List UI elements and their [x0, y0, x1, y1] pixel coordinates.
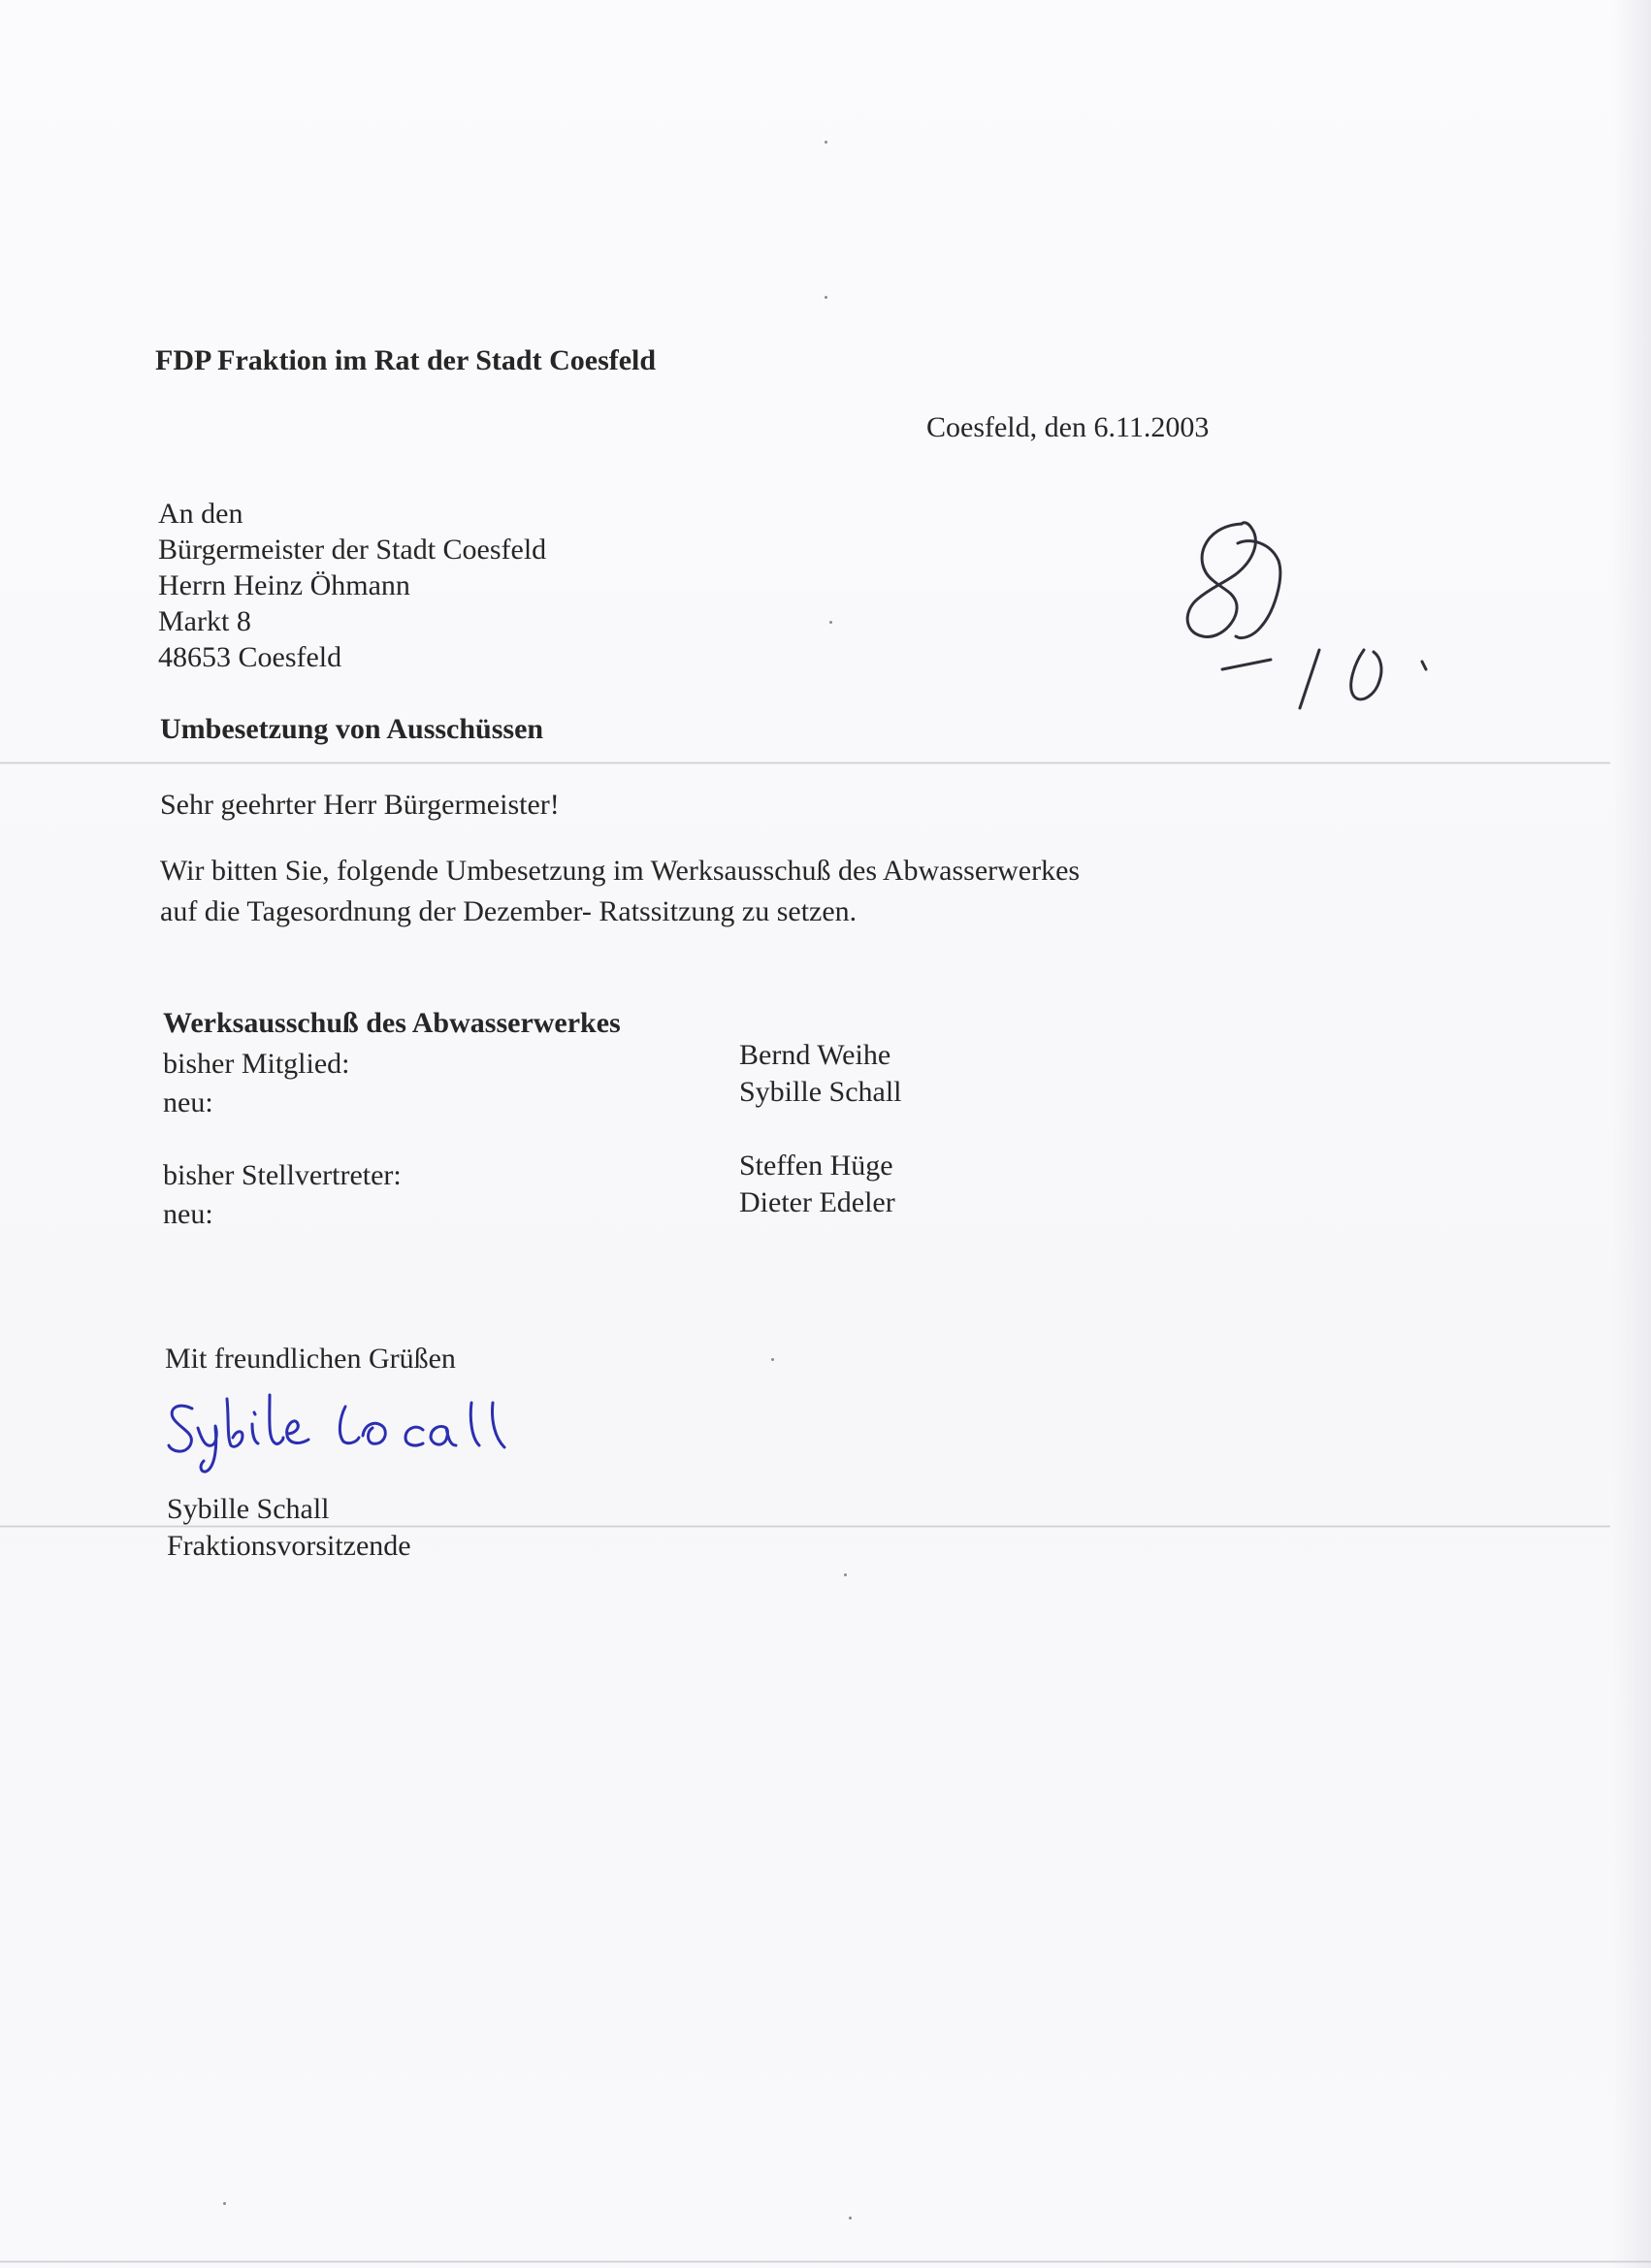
paper-fold-line — [0, 761, 1610, 764]
committee-title: Werksausschuß des Abwasserwerkes — [163, 1007, 621, 1039]
subject-line: Umbesetzung von Ausschüssen — [160, 713, 544, 745]
signer-name: Sybille Schall — [167, 1493, 330, 1525]
closing-line: Mit freundlichen Grüßen — [165, 1343, 456, 1375]
committee-row-value: Bernd Weihe — [739, 1039, 891, 1071]
recipient-line: Markt 8 — [158, 605, 251, 637]
committee-row-label: bisher Stellvertreter: — [163, 1159, 402, 1191]
scan-speck — [849, 2217, 852, 2219]
scan-speck — [844, 1573, 847, 1576]
recipient-line: 48653 Coesfeld — [158, 641, 342, 673]
committee-row-value: Dieter Edeler — [739, 1186, 895, 1218]
recipient-line: An den — [158, 498, 243, 530]
sender-heading: FDP Fraktion im Rat der Stadt Coesfeld — [155, 344, 657, 376]
handwritten-signature — [163, 1389, 570, 1486]
signer-role: Fraktionsvorsitzende — [167, 1530, 411, 1562]
committee-row-value: Steffen Hüge — [739, 1150, 893, 1182]
recipient-line: Bürgermeister der Stadt Coesfeld — [158, 534, 547, 566]
recipient-line: Herrn Heinz Öhmann — [158, 569, 410, 601]
committee-row-label: bisher Mitglied: — [163, 1048, 350, 1080]
body-paragraph-line: Wir bitten Sie, folgende Umbesetzung im Werksausschuß des Abwasserwerkes — [160, 855, 1081, 887]
body-paragraph-line: auf die Tagesordnung der Dezember- Ratssitzung zu setzen. — [160, 895, 858, 927]
paper-fold-line — [0, 2260, 1651, 2263]
committee-row-label: neu: — [163, 1198, 213, 1230]
letter-date: Coesfeld, den 6.11.2003 — [926, 411, 1210, 443]
scan-speck — [829, 621, 832, 624]
salutation: Sehr geehrter Herr Bürgermeister! — [160, 789, 560, 821]
paper-edge-shadow — [1612, 0, 1651, 2268]
scan-speck — [771, 1358, 774, 1361]
scan-speck — [825, 141, 827, 144]
scan-speck — [223, 2202, 226, 2205]
handwritten-page-note — [1164, 504, 1455, 728]
committee-row-label: neu: — [163, 1086, 213, 1118]
committee-row-value: Sybille Schall — [739, 1076, 902, 1108]
scan-speck — [825, 296, 827, 299]
